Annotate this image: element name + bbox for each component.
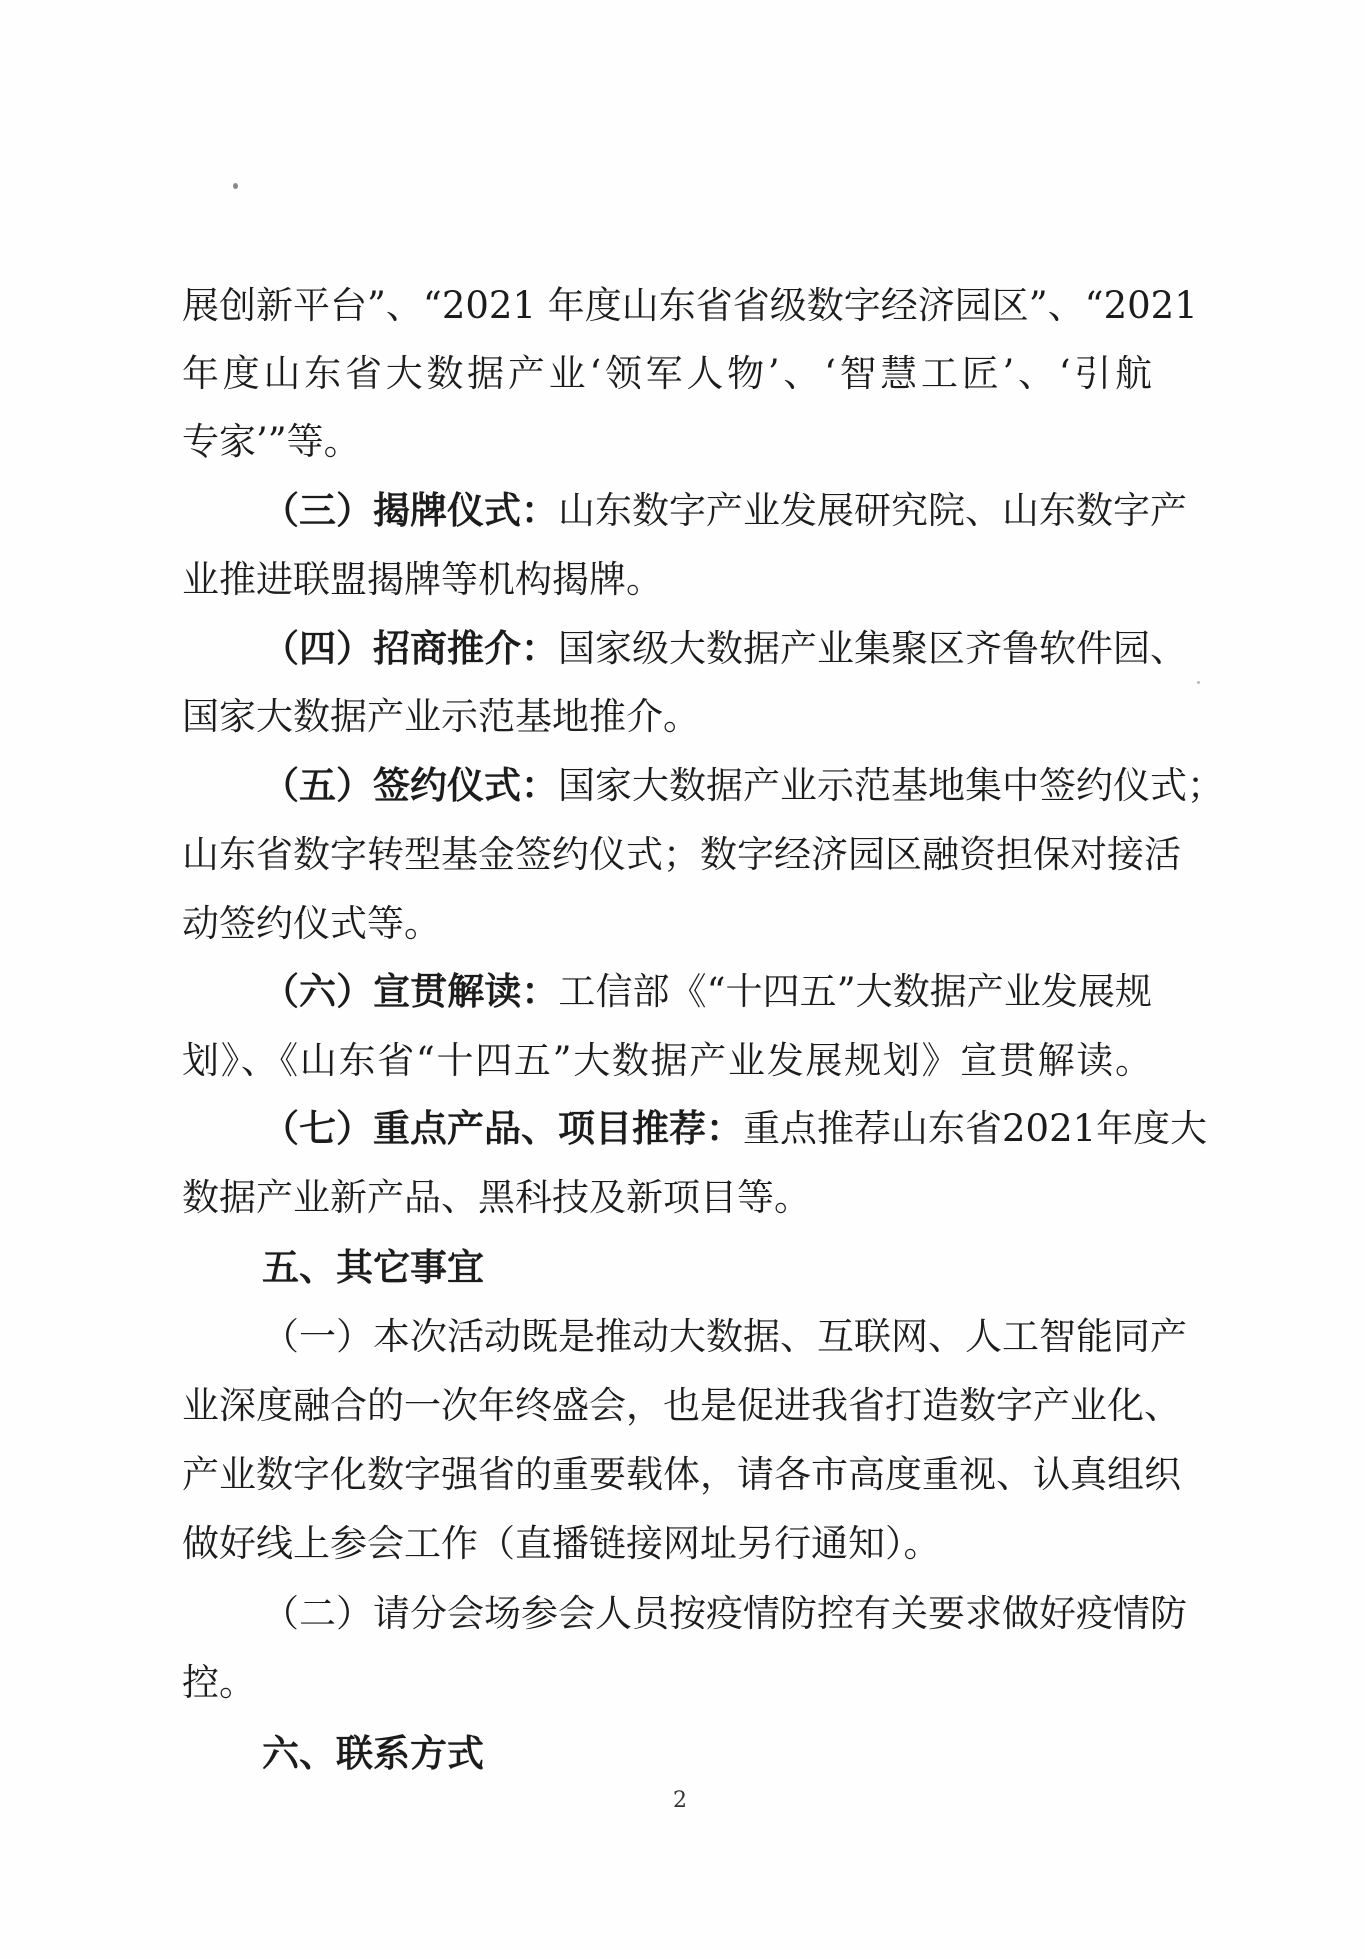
item-line [262, 627, 1187, 671]
item-text: 重点推荐山东省2021年度大 [743, 1107, 1208, 1150]
scan-speck [1197, 681, 1200, 684]
item-label: （六）宣贯解读： [262, 970, 559, 1013]
paragraph-line: 做好线上参会工作（直播链接网址另行通知）。 [182, 1522, 941, 1565]
item-line [262, 489, 1187, 533]
item-line [262, 970, 1152, 1014]
item-line: 国家大数据产业示范基地推介。 [182, 695, 700, 738]
item-text: 山东数字产业发展研究院、山东数字产 [558, 489, 1187, 532]
item-label: （四）招商推介： [262, 627, 558, 670]
item-line: 业推进联盟揭牌等机构揭牌。 [182, 558, 663, 601]
item-line: 山东省数字转型基金签约仪式；数字经济园区融资担保对接活 [182, 833, 1181, 876]
paragraph-line: 业深度融合的一次年终盛会，也是促进我省打造数字产业化、 [182, 1384, 1181, 1427]
item-label: （五）签约仪式： [262, 764, 558, 807]
item-line [262, 1107, 1208, 1151]
section-heading: 六、联系方式 [262, 1732, 484, 1775]
paragraph-line: 专家’”等。 [182, 420, 361, 463]
paragraph-line: （二）请分会场参会人员按疫情防控有关要求做好疫情防 [262, 1592, 1187, 1635]
paragraph-line: 展创新平台”、“2021 年度山东省省级数字经济园区”、“2021 [182, 284, 1198, 327]
item-label: （三）揭牌仪式： [262, 489, 558, 532]
paragraph-line: 控。 [182, 1661, 256, 1704]
item-line: 动签约仪式等。 [182, 902, 441, 945]
paragraph-line: 产业数字化数字强省的重要载体，请各市高度重视、认真组织 [182, 1453, 1181, 1496]
item-text: 工信部《“十四五”大数据产业发展规 [558, 970, 1152, 1013]
item-text: 国家大数据产业示范基地集中签约仪式； [558, 764, 1224, 807]
item-line: 数据产业新产品、黑科技及新项目等。 [182, 1176, 811, 1219]
page-number: 2 [673, 1788, 687, 1813]
section-heading: 五、其它事宜 [262, 1246, 484, 1289]
item-line: 划》、《山东省“十四五”大数据产业发展规划》宣贯解读。 [182, 1039, 1152, 1082]
item-text: 国家级大数据产业集聚区齐鲁软件园、 [558, 627, 1187, 670]
scan-speck [233, 183, 238, 189]
paragraph-line: 年度山东省大数据产业‘领军人物’、‘智慧工匠’、‘引航 [182, 352, 1152, 395]
item-line [262, 764, 1224, 808]
paragraph-line: （一）本次活动既是推动大数据、互联网、人工智能同产 [262, 1315, 1187, 1358]
item-label: （七）重点产品、项目推荐： [262, 1107, 743, 1150]
